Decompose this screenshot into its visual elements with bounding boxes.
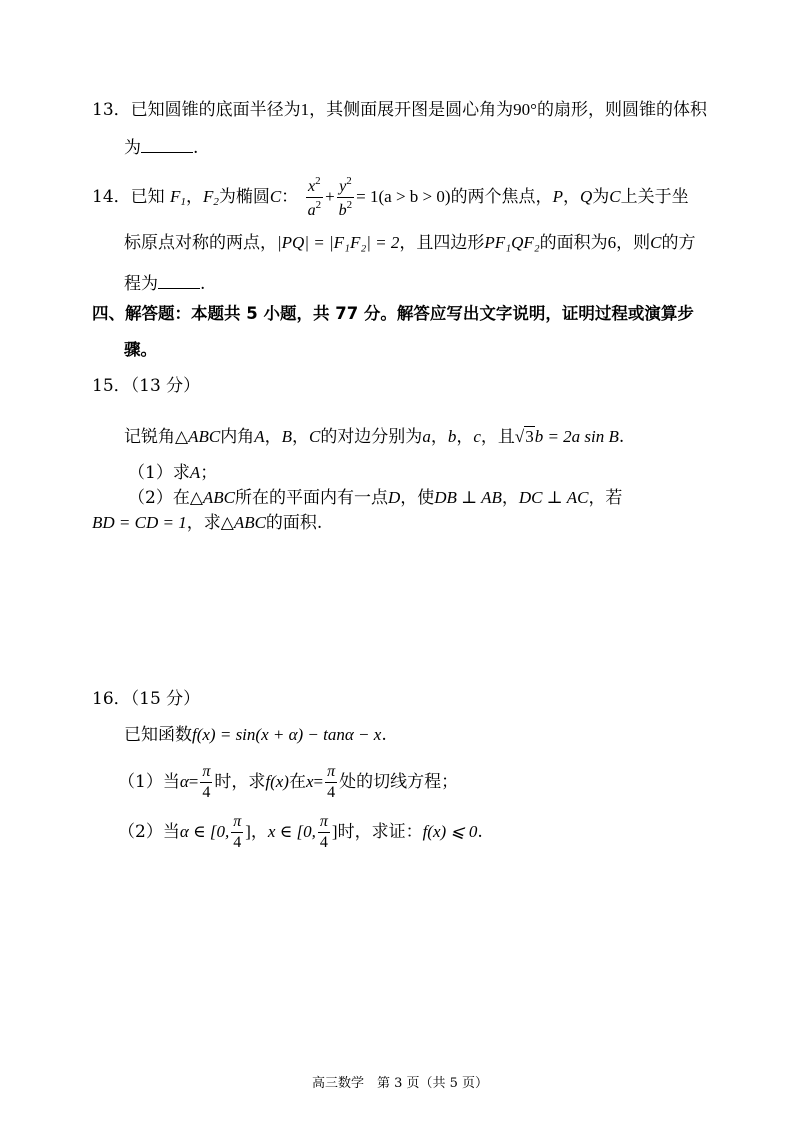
q13-number: 13． [92,100,131,120]
q14-sep: ， [185,187,203,207]
q15-cond: BD = CD = 1 [92,513,187,532]
q15-intro: 记锐角△ABC内角A，B，C的对边分别为a，b，c，且√3b = 2a sin B. [124,424,624,450]
q16-header: 16．（15 分） [92,689,201,709]
q13-text-c: 的扇形，则圆锥的体积 [536,100,707,120]
q13-end: . [193,138,199,158]
q14-text-c: 的两个焦点， [450,187,553,207]
q16-part1: （1）当α= $\frac{\pi}{4}$ 时，求f(x)在x= $\frac{\pi}{4}$ 处的切线方程； [118,763,459,801]
q14-f1: $F_1$ [170,187,186,208]
q14-eq-tail: = 1(a > b > 0) [356,187,451,206]
q16-ineq: f(x) ⩽ 0 [422,822,478,841]
q15-perp2: DC ⊥ AC [518,488,589,507]
q14-c3: C [650,233,662,252]
q14-text-e: 上关于坐 [620,187,689,207]
q14-line-1: 14．已知 $F_1$，$F_2$为椭圆C： $\frac{x^2}{a^2}$ + $\frac{y^2}{b^2}$ = 1(a > b > 0)的两个焦点，P，Q为C上关于坐 [92,175,689,219]
q14-text-d: 为 [592,187,610,207]
page-footer: 高三数学 第 3 页（共 5 页） [311,1076,489,1091]
q13-radius: 1 [300,100,310,119]
q13-angle: 90° [513,100,537,119]
q13-text-d: 为 [124,138,141,158]
q14-text-j: 的方 [661,233,696,253]
section4-title-cont: 骤。 [124,340,157,359]
q13-line-1 [92,97,707,123]
q14-text-h: 的面积为 [539,233,608,253]
q15-part1: （1）求A； [128,463,218,483]
q13-text-a: 已知圆锥的底面半径为 [130,100,301,120]
q16-frac-pi4-a: $\frac{\pi}{4}$ [202,763,211,801]
q14-text-a: 已知 [130,187,165,207]
q15-header: 15．（13 分） [92,376,201,396]
q16-frac-pi4-d: $\frac{\pi}{4}$ [319,813,328,851]
q14-q: Q [579,187,593,206]
q16-frac-pi4-b: $\frac{\pi}{4}$ [327,763,336,801]
q14-quad: PF₁QF₂ [484,233,540,252]
q13-line-2 [124,134,198,161]
q14-frac-x: $\frac{x^2}{a^2}$ [307,175,322,219]
q15-part2-cont: BD = CD = 1，求△ABC的面积. [92,513,323,533]
q15-eq: b = 2a sin B [534,427,619,446]
q13-answer-blank[interactable] [141,134,193,153]
q14-text-b: 为椭圆 [218,187,270,207]
q14-text-k: 程为 [124,274,158,294]
q14-number: 14． [92,187,131,207]
section4-title: 四、解答题：本题共 5 小题，共 77 分。解答应写出文字说明，证明过程或演算步 [92,304,694,323]
q14-text-g: ，且四边形 [399,233,485,253]
q13-text-b: ，其侧面展开图是圆心角为 [309,100,514,120]
q16-intro: 已知函数f(x) = sin(x + α) − tanα − x. [124,725,387,745]
q14-c: C [269,187,282,206]
q14-f2: $F_2$ [202,187,219,208]
q14-line-2 [124,230,695,256]
q15-sqrt3: √3 [514,427,534,446]
q14-text-f: 标原点对称的两点， [124,233,277,253]
q15-part2: （2）在△ABC所在的平面内有一点D，使DB ⊥ AB，DC ⊥ AC，若 [128,488,623,508]
q14-abs-eq: |PQ| = |F₁F₂| = 2 [277,233,400,252]
q14-colon: ： [281,187,299,207]
q14-line-3 [124,270,205,297]
q14-end: . [200,274,206,294]
q14-answer-blank[interactable] [158,270,200,289]
q16-part2: （2）当α ∈ [0, $\frac{\pi}{4}$ ]，x ∈ [0, $\frac{\pi}{4}$ ]时，求证：f(x) ⩽ 0. [118,813,483,851]
q16-func: f(x) = sin(x + α) − tanα − x [192,725,382,744]
q16-frac-pi4-c: $\frac{\pi}{4}$ [233,813,242,851]
q14-area: 6 [607,233,617,252]
q15-perp1: DB ⊥ AB [434,488,502,507]
q14-text-i: ，则 [616,233,651,253]
q14-c2: C [609,187,621,206]
q14-p: P [552,187,563,206]
q14-frac-y: $\frac{y^2}{b^2}$ [338,175,353,219]
